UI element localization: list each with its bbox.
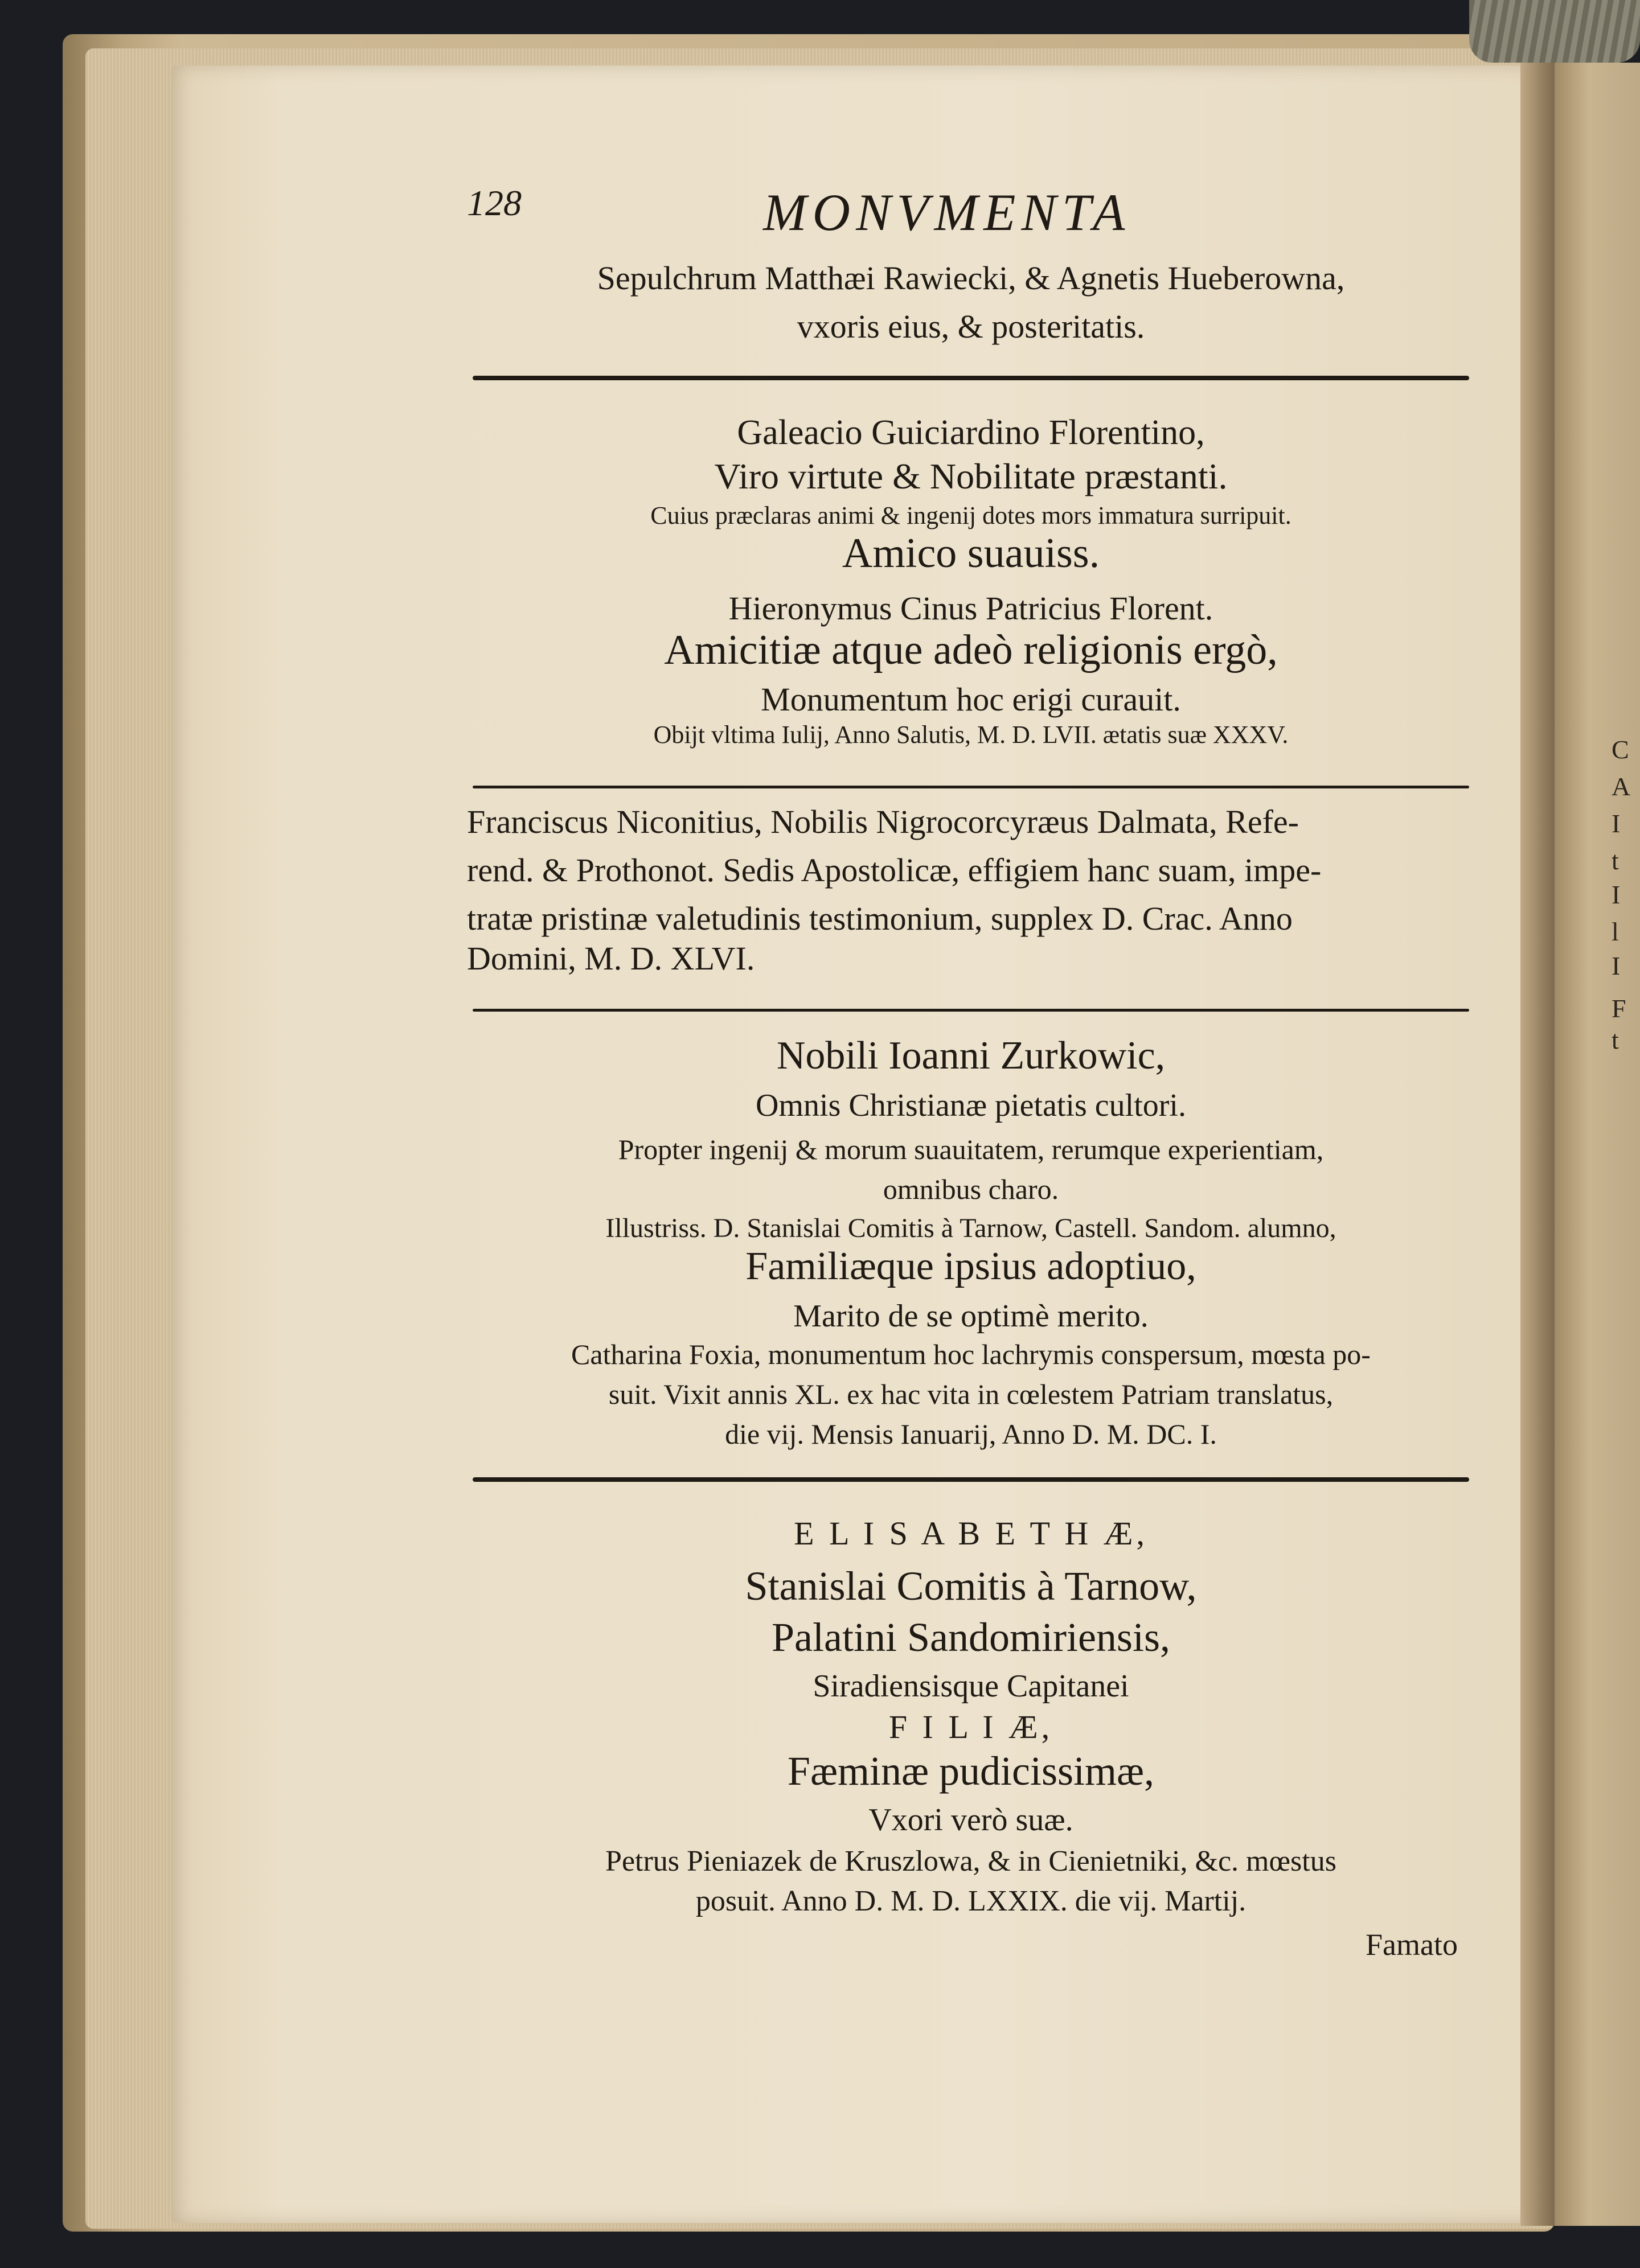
facing-page-letter: I — [1612, 880, 1621, 909]
entry-4-line-6: Familiæque ipsius adoptiuo, — [745, 1244, 1196, 1288]
entry-5-line-8: Petrus Pieniazek de Kruszlowa, & in Cienietniki, &c. mœstus — [605, 1845, 1336, 1877]
entry-4-line-7: Marito de se optimè merito. — [793, 1299, 1149, 1334]
entry-2-line-1: Galeacio Guiciardino Florentino, — [737, 413, 1205, 452]
entry-4-line-1: Nobili Ioanni Zurkowic, — [776, 1034, 1166, 1078]
separator-rule — [473, 786, 1469, 788]
entry-3-line-3: tratæ pristinæ valetudinis testimonium, supplex D. Crac. Anno — [467, 900, 1293, 937]
entry-5-line-4: Siradiensisque Capitanei — [813, 1669, 1129, 1704]
entry-4-line-4: omnibus charo. — [883, 1173, 1059, 1205]
entry-4-line-2: Omnis Christianæ pietatis cultori. — [756, 1088, 1186, 1123]
entry-4-line-10: die vij. Mensis Ianuarij, Anno D. M. DC. I. — [725, 1418, 1217, 1450]
entry-2-line-3: Cuius præclaras animi & ingenij dotes mors immatura surripuit. — [650, 502, 1292, 529]
facing-page-letter: I — [1612, 809, 1621, 838]
entry-5-line-6: Fæminæ pudicissimæ, — [787, 1748, 1155, 1794]
entry-2-line-4: Amico suauiss. — [842, 530, 1100, 577]
entry-4-line-9: suit. Vixit annis XL. ex hac vita in cœlestem Patriam translatus, — [608, 1378, 1334, 1410]
entry-4-line-8: Catharina Foxia, monumentum hoc lachrymis conspersum, mœsta po- — [571, 1338, 1371, 1370]
separator-rule — [473, 376, 1469, 380]
catchword: Famato — [1366, 1928, 1458, 1962]
entry-5-line-5: F I L I Æ, — [888, 1708, 1053, 1745]
separator-rule — [473, 1477, 1469, 1482]
entry-2-line-2: Viro virtute & Nobilitate præstanti. — [714, 456, 1228, 496]
facing-page-letter: l — [1612, 917, 1619, 946]
facing-page-letter: I — [1612, 951, 1621, 980]
entry-2-line-8: Obijt vltima Iulij, Anno Salutis, M. D. LVII. ætatis suæ XXXV. — [653, 721, 1289, 749]
entry-4-line-5: Illustriss. D. Stanislai Comitis à Tarnow, Castell. Sandom. alumno, — [605, 1213, 1336, 1243]
facing-page-letter: t — [1612, 846, 1619, 875]
entry-5-line-1: E L I S A B E T H Æ, — [794, 1515, 1148, 1552]
facing-page-letter: A — [1612, 772, 1631, 801]
entry-2-line-5: Hieronymus Cinus Patricius Florent. — [728, 590, 1213, 627]
page-number: 128 — [467, 183, 522, 223]
facing-page-letter: t — [1612, 1025, 1619, 1054]
entry-3-line-4: Domini, M. D. XLVI. — [467, 940, 755, 977]
entry-2-line-7: Monumentum hoc erigi curauit. — [761, 681, 1181, 718]
entry-5-line-7: Vxori verò suæ. — [868, 1802, 1073, 1838]
entry-2-line-6: Amicitiæ atque adeò religionis ergò, — [664, 627, 1278, 673]
entry-3-line-2: rend. & Prothonot. Sedis Apostolicæ, effigiem hanc suam, impe- — [467, 852, 1322, 889]
separator-rule — [473, 1009, 1469, 1012]
entry-4-line-3: Propter ingenij & morum suauitatem, rerumque experientiam, — [618, 1133, 1324, 1165]
running-head: MONVMENTA — [763, 183, 1131, 241]
entry-1-line-1: Sepulchrum Matthæi Rawiecki, & Agnetis Hueberowna, — [597, 260, 1345, 297]
entry-5-line-3: Palatini Sandomiriensis, — [772, 1614, 1170, 1660]
facing-page-letter: C — [1612, 735, 1629, 764]
entry-1-line-2: vxoris eius, & posteritatis. — [797, 308, 1145, 345]
entry-5-line-9: posuit. Anno D. M. D. LXXIX. die vij. Martij. — [695, 1885, 1247, 1917]
entry-3-line-1: Franciscus Niconitius, Nobilis Nigrocorcyræus Dalmata, Refe- — [467, 803, 1299, 840]
entry-5-line-2: Stanislai Comitis à Tarnow, — [745, 1563, 1197, 1609]
facing-page-letter: F — [1612, 994, 1626, 1023]
